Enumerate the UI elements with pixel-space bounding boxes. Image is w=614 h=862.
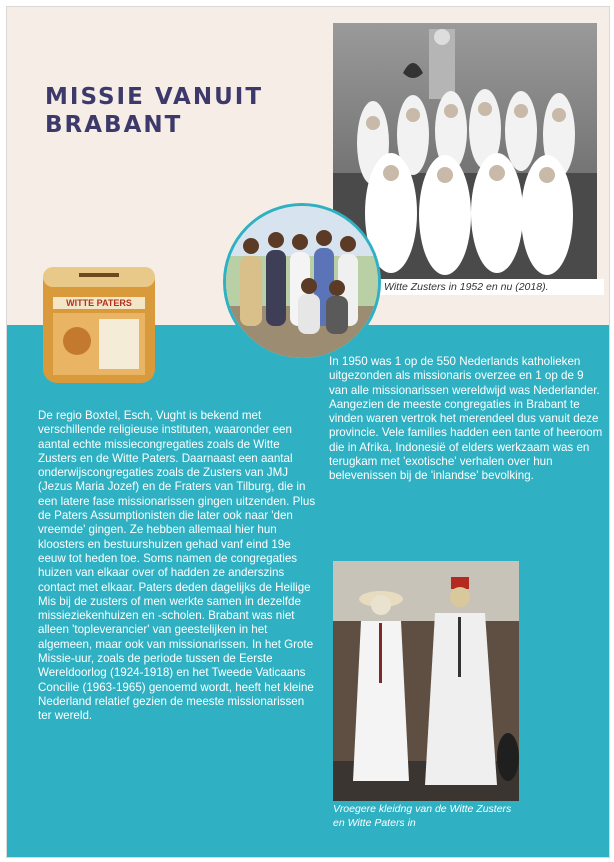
tin-label: WITTE PATERS bbox=[66, 298, 132, 308]
poster bbox=[6, 6, 610, 858]
paragraph-left: De regio Boxtel, Esch, Vught is bekend met verschillende religieuse instituten, waaronder een aantal echte missiecongregaties zoals de Witte Zusters en de Witte Paters. Daarnaast een aantal onderwijscongregaties zoals de Zusters van JMJ (Jezus Maria Jozef) en de Fraters van Tilburg, die in een latere fase missionarissen gingen uitzenden. Plus de Paters Assumptionisten die later ook naar 'den vreemde' gingen. Ze hebben allemaal hier hun kloosters en bestuurshuizen gehad vanf eind 19e eeuw tot heden toe. Soms namen de congregaties huizen van elkaar over of hadden ze anderszins contact met elkaar. Paters deden dagelijks de Heilige Mis bij de zusters of men werkte samen in dezelfde missieziekenhuizen en -scholen. Brabant was niet alleen 'topleverancier' van geestelijken in het algemeen, maar ook van missionarissen. In het Grote Missie-uur, zoals de periode tussen de Eerste Wereldoorlog (1924-1918) en het Tweede Vaticaans Concilie (1963-1965) genoemd wordt, heeft het kleine Nederland relatief gezien de meeste missionarissen ter wereld. bbox=[38, 409, 316, 723]
witte-paters-tin bbox=[39, 263, 159, 387]
caption-clothing: Vroegere kleidng van de Witte Zusters en Witte Paters in bbox=[333, 803, 512, 829]
group-photo-circle bbox=[223, 203, 381, 361]
clothing-photo bbox=[333, 561, 519, 801]
page-title: MISSIE VANUIT BRABANT bbox=[45, 84, 264, 138]
paragraph-right: In 1950 was 1 op de 550 Nederlands katholieken uitgezonden als missionaris overzee en 1 op de 9 van alle missionarissen wereldwijd was Nederlander. Aangezien de meeste congregaties in Brabant te vinden waren vertrok het merendeel dus vanuit deze provincie. Vele families hadden een tante of heeroom die in Afrika, Indonesië of elders werkzaam was en terugkam met 'exotische' verhalen over hun belevenissen bij de 'inlandse' bevolking. bbox=[329, 355, 603, 483]
nuns-photo bbox=[333, 23, 597, 279]
caption-nuns: Witte Zusters in 1952 en nu (2018). bbox=[380, 279, 604, 295]
